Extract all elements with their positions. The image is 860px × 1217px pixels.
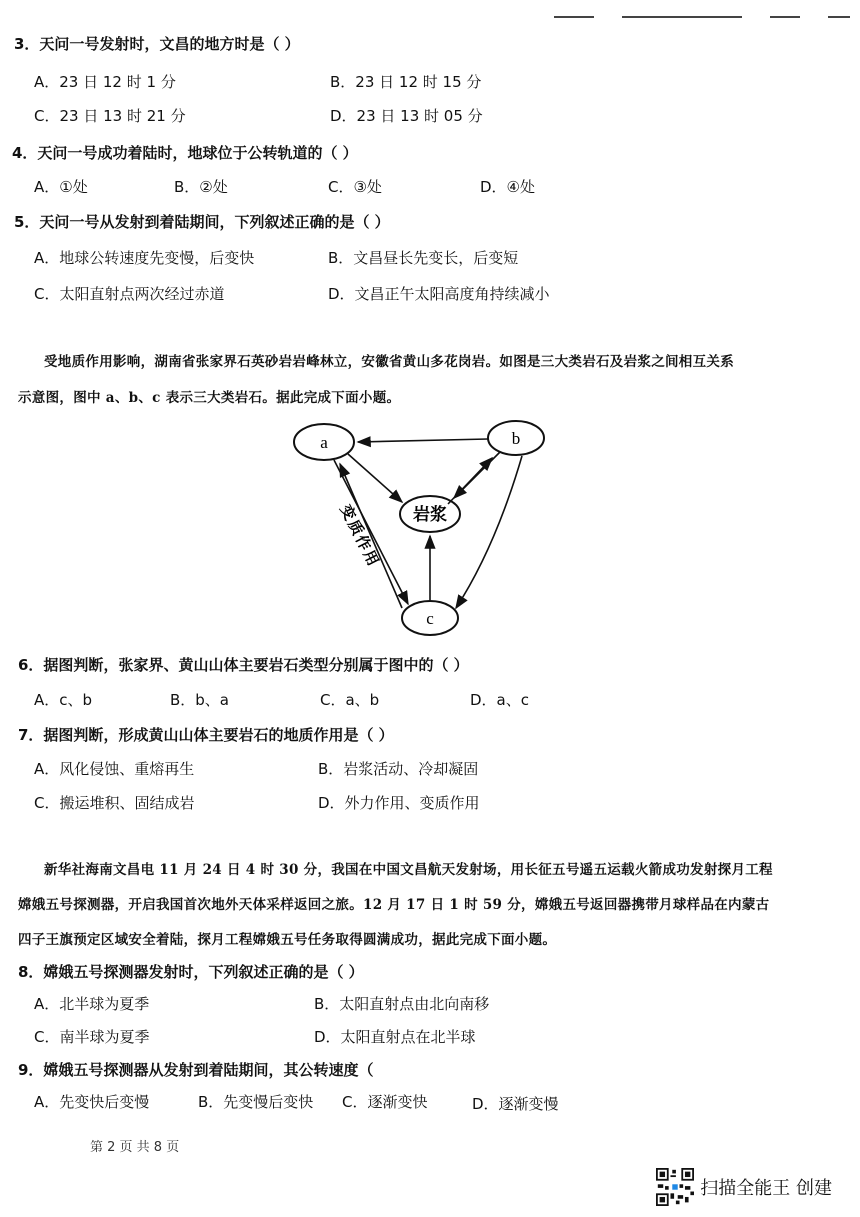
question-8-option-d: D．太阳直射点在北半球	[314, 1028, 476, 1046]
question-3-option-b: B．23 日 12 时 15 分	[330, 73, 482, 91]
question-4-option-d: D．④处	[480, 178, 535, 196]
arrow-a-to-c	[334, 460, 408, 604]
question-7-option-c: C．搬运堆积、固结成岩	[34, 794, 195, 812]
scanner-watermark	[656, 1168, 832, 1206]
question-8-option-a: A．北半球为夏季	[34, 995, 150, 1013]
top-edge-marks	[526, 6, 850, 12]
magma-label: 岩浆	[413, 505, 447, 525]
question-3-stem: 3．天问一号发射时，文昌的地方时是（ ）	[14, 35, 300, 53]
page-footer: 第 2 页 共 8 页	[90, 1140, 180, 1155]
question-6-option-b: B．b、a	[170, 691, 230, 709]
passage-rocks-line-1: 受地质作用影响，湖南省张家界石英砂岩岩峰林立，安徽省黄山多花岗岩。如图是三大类岩石及岩浆之间相互关系	[44, 354, 734, 370]
question-7-option-d: D．外力作用、变质作用	[318, 794, 480, 812]
question-5-stem: 5．天问一号从发射到着陆期间，下列叙述正确的是（ ）	[14, 213, 390, 231]
question-9-option-a: A．先变快后变慢	[34, 1093, 150, 1111]
metamorphism-label: 变质作用	[336, 501, 384, 571]
question-9-option-c: C．逐渐变快	[342, 1093, 428, 1111]
question-6-stem: 6．据图判断，张家界、黄山山体主要岩石类型分别属于图中的（ ）	[18, 656, 469, 674]
question-4-option-b: B．②处	[174, 178, 228, 196]
question-9-option-b: B．先变慢后变快	[198, 1093, 314, 1111]
node-b-label: b	[511, 429, 521, 448]
question-6-option-a: A．c、b	[34, 691, 93, 709]
arrow-b-to-a	[358, 439, 488, 442]
passage-change5-line-2: 嫦娥五号探测器，开启我国首次地外天体采样返回之旅。12 月 17 日 1 时 59 分，嫦娥五号返回器携带月球样品在内蒙古	[18, 897, 770, 913]
qr-code-icon	[656, 1168, 694, 1206]
rock-cycle-diagram	[280, 418, 580, 643]
question-5-option-a: A．地球公转速度先变慢，后变快	[34, 249, 255, 267]
node-c-label: c	[426, 609, 434, 628]
passage-change5-line-1: 新华社海南文昌电 11 月 24 日 4 时 30 分，我国在中国文昌航天发射场，用长征五号遥五运载火箭成功发射探月工程	[44, 862, 773, 878]
question-7-option-b: B．岩浆活动、冷却凝固	[318, 760, 479, 778]
node-a-label: a	[320, 433, 328, 452]
question-5-option-c: C．太阳直射点两次经过赤道	[34, 285, 225, 303]
question-3-option-d: D．23 日 13 时 05 分	[330, 107, 483, 125]
passage-change5-line-3: 四子王旗预定区域安全着陆，探月工程嫦娥五号任务取得圆满成功，据此完成下面小题。	[18, 932, 557, 948]
arrow-a-to-magma	[348, 454, 402, 502]
passage-rocks-line-2: 示意图，图中 a、b、c 表示三大类岩石。据此完成下面小题。	[18, 390, 401, 406]
question-8-option-c: C．南半球为夏季	[34, 1028, 150, 1046]
arrow-b-to-c	[456, 456, 522, 608]
question-3-option-a: A．23 日 12 时 1 分	[34, 73, 176, 91]
question-4-stem: 4．天问一号成功着陆时，地球位于公转轨道的（ ）	[12, 144, 358, 162]
question-9-stem: 9．嫦娥五号探测器从发射到着陆期间，其公转速度（	[18, 1061, 374, 1079]
question-7-option-a: A．风化侵蚀、重熔再生	[34, 760, 195, 778]
question-3-option-c: C．23 日 13 时 21 分	[34, 107, 186, 125]
question-4-option-c: C．③处	[328, 178, 382, 196]
scanner-brand-text: 扫描全能王 创建	[700, 1178, 832, 1199]
question-4-option-a: A．①处	[34, 178, 88, 196]
question-8-stem: 8．嫦娥五号探测器发射时，下列叙述正确的是（ ）	[18, 963, 364, 981]
arrow-magma-to-b	[448, 458, 492, 504]
question-9-option-d: D．逐渐变慢	[472, 1095, 559, 1113]
question-5-option-b: B．文昌昼长先变长，后变短	[328, 249, 519, 267]
question-8-option-b: B．太阳直射点由北向南移	[314, 995, 490, 1013]
question-7-stem: 7．据图判断，形成黄山山体主要岩石的地质作用是（ ）	[18, 726, 394, 744]
question-6-option-c: C．a、b	[320, 691, 380, 709]
question-5-option-d: D．文昌正午太阳高度角持续减小	[328, 285, 550, 303]
question-6-option-d: D．a、c	[470, 691, 529, 709]
